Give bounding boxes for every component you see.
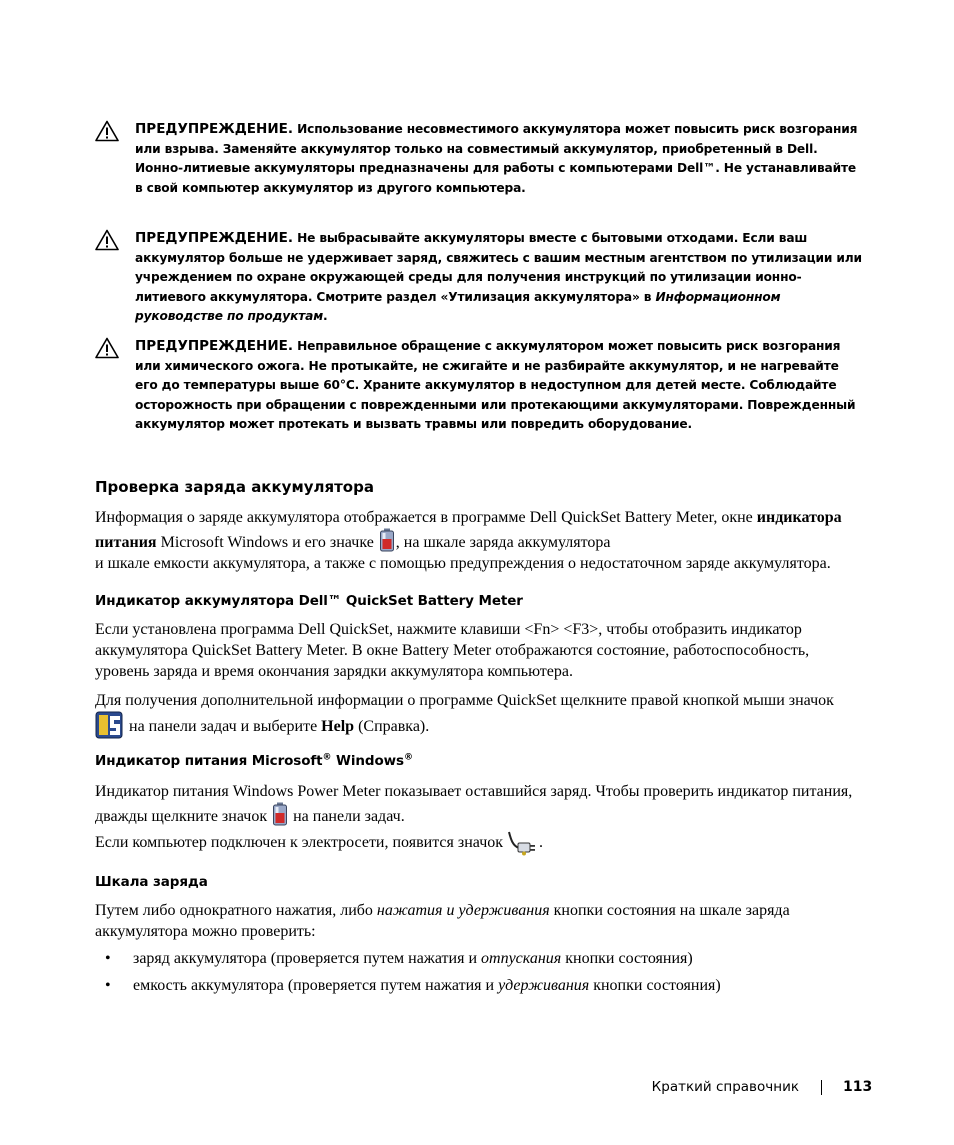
item-text: заряд аккумулятора (проверяется путем нажатия и bbox=[133, 950, 482, 967]
warning-label: ПРЕДУПРЕЖДЕНИЕ. bbox=[135, 121, 293, 137]
paragraph-bold: Help bbox=[321, 718, 355, 735]
intro-text: Microsoft Windows и его значке bbox=[156, 534, 378, 551]
paragraph-italic: нажатия и удерживания bbox=[376, 902, 550, 919]
title-text: Индикатор питания Microsoft bbox=[95, 753, 323, 769]
item-text: емкость аккумулятора (проверяется путем нажатия и bbox=[133, 977, 499, 994]
ac-plug-icon bbox=[507, 830, 539, 856]
warning-triangle-icon bbox=[95, 120, 119, 142]
paragraph bbox=[95, 830, 865, 856]
paragraph-text: на панели задач. bbox=[289, 808, 405, 825]
bullet-list bbox=[95, 948, 865, 1002]
warning-label: ПРЕДУПРЕЖДЕНИЕ. bbox=[135, 230, 293, 246]
warning-tail: . bbox=[323, 309, 328, 323]
paragraph-text: . bbox=[539, 834, 544, 851]
warning-body: Неправильное обращение с аккумулятором может повысить риск возгорания или химического ожога. Не протыкайте, не сжигайте и не разбирайте аккумулятор, и не нагревайте его до температуры выше 60°C. Храните аккумулятор в недоступном для детей месте. Соблюдайте осторожность при обращении с поврежденными или протекающими аккумуляторами. Поврежденный аккумулятор может протекать и вызвать травмы или повредить оборудование. bbox=[135, 339, 856, 431]
warning-label: ПРЕДУПРЕЖДЕНИЕ. bbox=[135, 338, 293, 354]
registered-mark: ® bbox=[322, 752, 332, 763]
list-item bbox=[95, 975, 865, 996]
warning-block bbox=[95, 120, 865, 198]
intro-paragraph bbox=[95, 507, 865, 574]
warning-block bbox=[95, 229, 865, 327]
warning-body: Не выбрасывайте аккумуляторы вместе с бытовыми отходами. Если ваш аккумулятор больше не удерживает заряд, свяжитесь с вашим местным агентством по утилизации или учреждением по охране окружающей среды для получения инструкций по утилизации ионно-литиевого аккумулятора. Смотрите раздел «Утилизация аккумулятора» в bbox=[135, 231, 862, 304]
intro-text: и шкале емкости аккумулятора, а также с помощью предупреждения о недостаточном заряде аккумулятора. bbox=[95, 555, 831, 572]
registered-mark: ® bbox=[403, 752, 413, 763]
footer-divider bbox=[821, 1080, 822, 1095]
battery-icon bbox=[271, 802, 289, 826]
paragraph bbox=[95, 900, 865, 942]
warning-italic: Информационном руководстве по продуктам bbox=[135, 289, 781, 323]
footer-title: Краткий справочник bbox=[651, 1079, 799, 1095]
warning-triangle-icon bbox=[95, 337, 119, 359]
item-italic: отпускания bbox=[481, 950, 562, 967]
subsection-title: Шкала заряда bbox=[95, 874, 208, 890]
intro-bold: индикатора питания bbox=[95, 509, 842, 551]
intro-text: Информация о заряде аккумулятора отображается в программе Dell QuickSet Battery Meter, окне bbox=[95, 509, 757, 526]
warning-text bbox=[135, 337, 865, 435]
item-italic: удерживания bbox=[498, 977, 590, 994]
paragraph-text: на панели задач и выберите bbox=[125, 718, 322, 735]
paragraph-text: Путем либо однократного нажатия, либо bbox=[95, 902, 377, 919]
paragraph-text: (Справка). bbox=[354, 718, 430, 735]
paragraph-text: Для получения дополнительной информации о программе QuickSet щелкните правой кнопкой мыши значок bbox=[95, 692, 834, 709]
list-item bbox=[95, 948, 865, 969]
warning-text bbox=[135, 229, 865, 327]
warning-block bbox=[95, 337, 865, 435]
subsection-title: Индикатор аккумулятора Dell™ QuickSet Battery Meter bbox=[95, 593, 523, 609]
warning-body: Использование несовместимого аккумулятора может повысить риск возгорания или взрыва. Заменяйте аккумулятор только на совместимый аккумулятор, приобретенный в Dell. Ионно-литиевые аккумуляторы предназначены для работы с компьютерами Dell™. Не устанавливайте в свой компьютер аккумулятор из другого компьютера. bbox=[135, 122, 858, 195]
paragraph-text: Индикатор питания Windows Power Meter показывает оставшийся заряд. Чтобы проверить индикатор питания, дважды щелкните значок bbox=[95, 783, 853, 825]
page-footer bbox=[0, 1077, 954, 1097]
warning-text bbox=[135, 120, 865, 198]
title-text: Windows bbox=[331, 753, 404, 769]
page-number: 113 bbox=[843, 1079, 873, 1095]
paragraph bbox=[95, 690, 865, 739]
paragraph bbox=[95, 781, 865, 827]
paragraph-text: кнопки состояния на шкале заряда аккумулятора можно проверить: bbox=[95, 902, 790, 940]
subsection-title bbox=[95, 752, 413, 770]
section-title: Проверка заряда аккумулятора bbox=[95, 478, 374, 496]
paragraph-text: Если компьютер подключен к электросети, появится значок bbox=[95, 834, 508, 851]
paragraph: Если установлена программа Dell QuickSet, нажмите клавиши <Fn> <F3>, чтобы отобразить индикатор аккумулятора QuickSet Battery Meter. В окне Battery Meter отображаются состояние, работоспособность, уровень заряда и время окончания зарядки аккумулятора компьютера. bbox=[95, 621, 810, 680]
item-text: кнопки состояния) bbox=[589, 977, 721, 994]
quickset-icon bbox=[95, 711, 125, 739]
item-text: кнопки состояния) bbox=[561, 950, 693, 967]
bullet-dot: • bbox=[105, 950, 111, 967]
battery-icon bbox=[378, 528, 396, 552]
warning-triangle-icon bbox=[95, 229, 119, 251]
bullet-dot: • bbox=[105, 977, 111, 994]
intro-text: , на шкале заряда аккумулятора bbox=[395, 534, 611, 551]
